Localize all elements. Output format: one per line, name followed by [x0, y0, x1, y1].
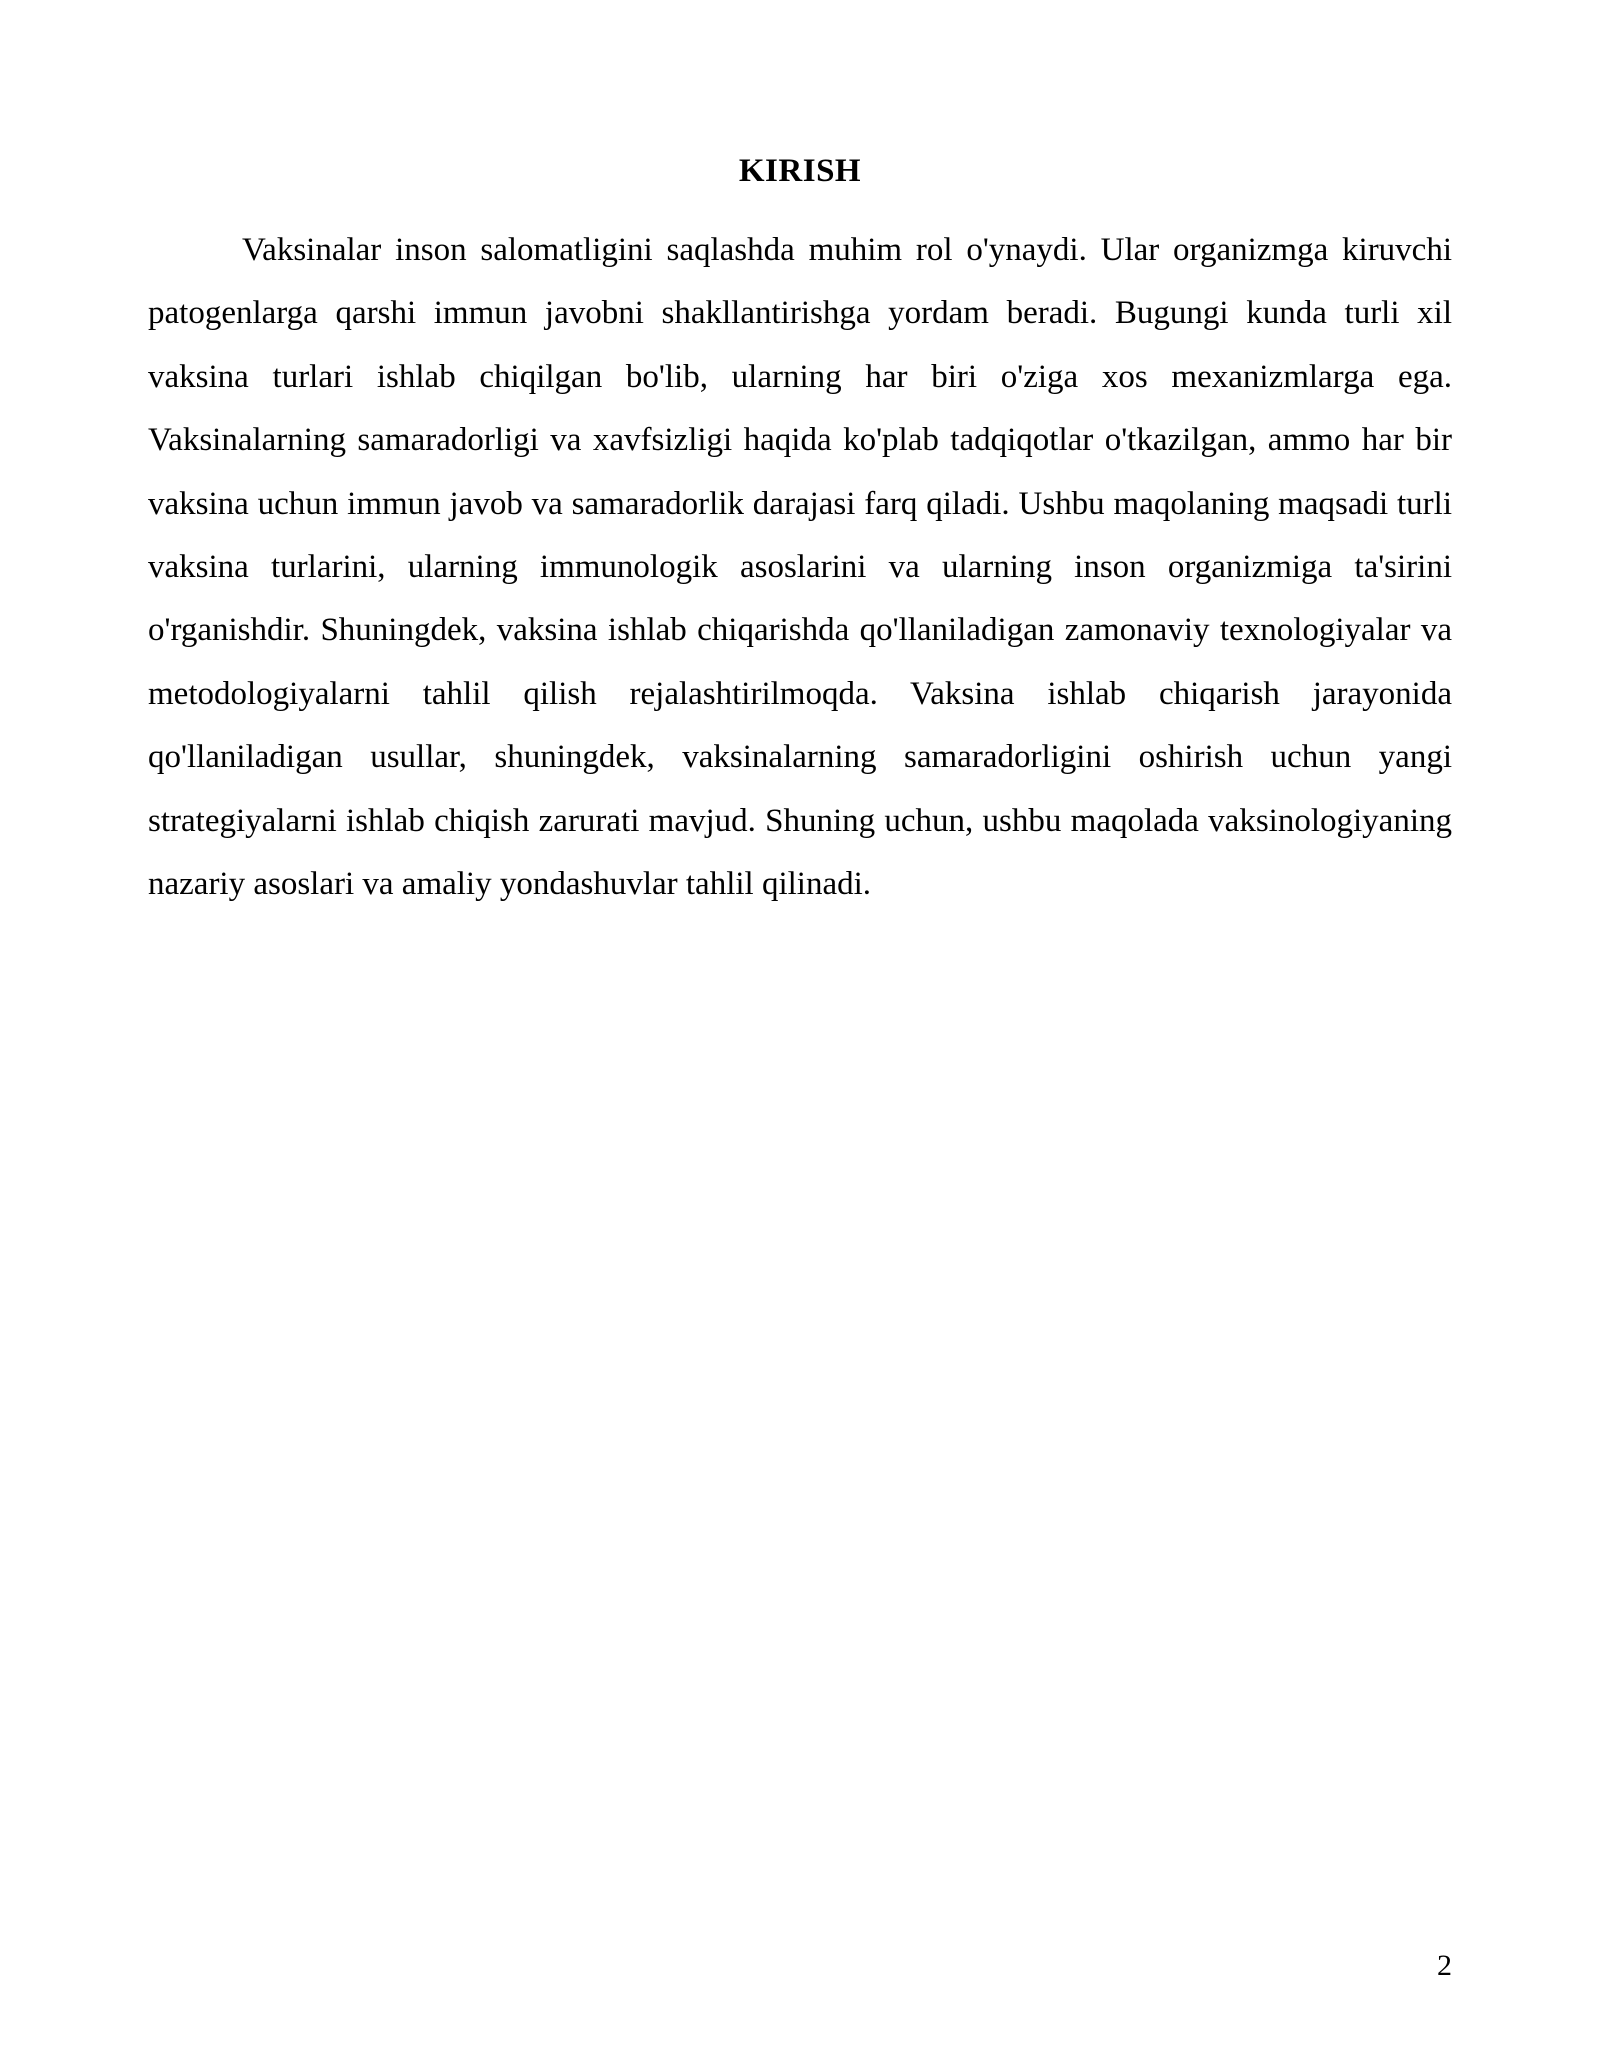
introduction-paragraph: Vaksinalar inson salomatligini saqlashda muhim rol o'ynaydi. Ular organizmga kiruvchi patogenlarga qarshi immun javobni shakllantirishga yordam beradi. Bugungi kunda turli xil vaksina turlari ishlab chiqilgan bo'lib, ularning har biri o'ziga xos mexanizmlarga ega. Vaksinalarning samaradorligi va xavfsizligi haqida ko'plab tadqiqotlar o'tkazilgan, ammo har bir vaksina uchun immun javob va samaradorlik darajasi farq qiladi. Ushbu maqolaning maqsadi turli vaksina turlarini, ularning immunologik asoslarini va ularning inson organizmiga ta'sirini o'rganishdir. Shuningdek, vaksina ishlab chiqarishda qo'llaniladigan zamonaviy texnologiyalar va metodologiyalarni tahlil qilish rejalashtirilmoqda. Vaksina ishlab chiqarish jarayonida qo'llaniladigan usullar, shuningdek, vaksinalarning samaradorligini oshirish uchun yangi strategiyalarni ishlab chiqish zarurati mavjud. Shuning uchun, ushbu maqolada vaksinologiyaning nazariy asoslari va amaliy yondashuvlar tahlil qilinadi.	[148, 232, 1452, 903]
page-number: 2	[1437, 1949, 1452, 1982]
section-heading: KIRISH	[738, 153, 862, 189]
